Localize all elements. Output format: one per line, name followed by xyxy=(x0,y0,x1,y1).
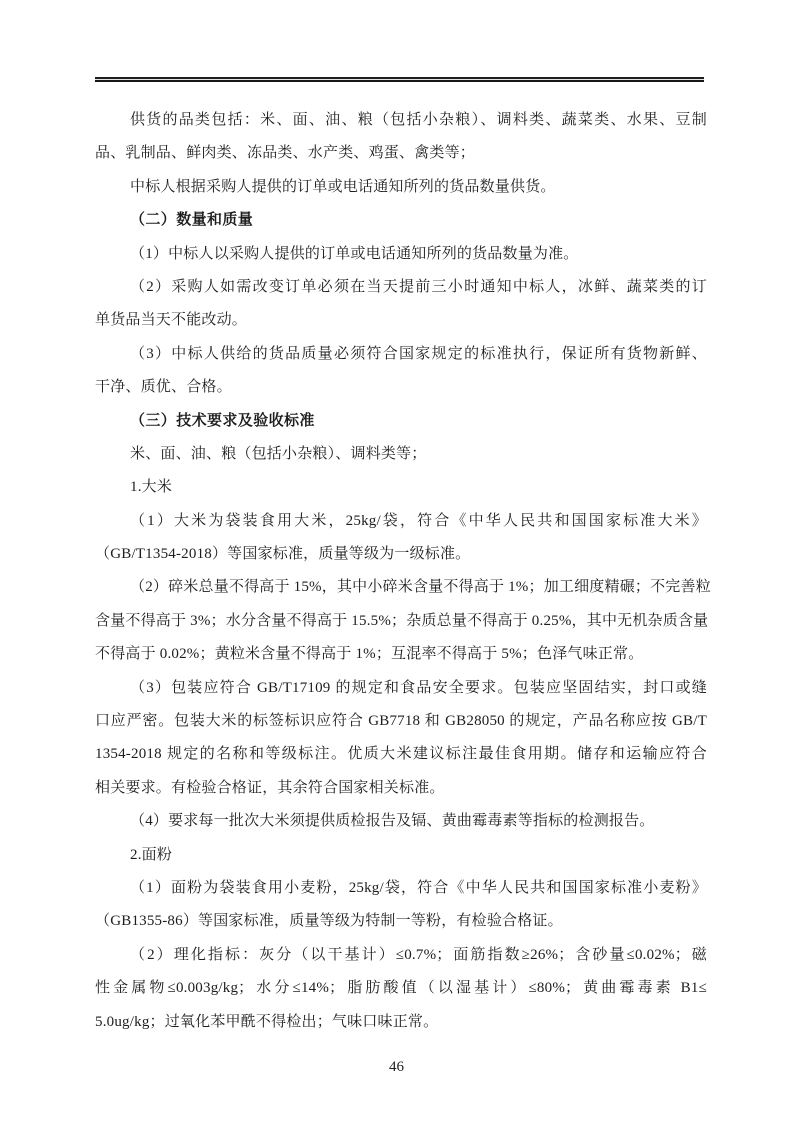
document-body xyxy=(95,104,711,1039)
text-line: （4）要求每一批次大米须提供质检报告及镉、黄曲霉毒素等指标的检测报告。 xyxy=(130,813,655,830)
heading-line: （二）数量和质量 xyxy=(130,212,254,229)
text-line: （1）中标人以采购人提供的订单或电话通知所列的货品数量为准。 xyxy=(130,245,579,262)
text-line: （GB1355-86）等国家标准，质量等级为特制一等粉，有检验合格证。 xyxy=(95,913,563,930)
text-line: 中标人根据采购人提供的订单或电话通知所列的货品数量供货。 xyxy=(130,178,556,195)
text-line: （2）理化指标：灰分（以干基计）≤0.7%；面筋指数≥26%；含砂量≤0.02%；磁 xyxy=(130,946,707,963)
text-line: （GB/T1354-2018）等国家标准，质量等级为一级标准。 xyxy=(95,546,471,563)
text-line: （2）碎米总量不得高于 15%，其中小碎米含量不得高于 1%；加工细度精碾；不完善粒 xyxy=(130,579,711,596)
text-line: 5.0ug/kg；过氧化苯甲酰不得检出；气味口味正常。 xyxy=(95,1013,439,1030)
text-line: 米、面、油、粮（包括小杂粮）、调料类等； xyxy=(130,445,427,462)
text-line: 相关要求。有检验合格证，其余符合国家相关标准。 xyxy=(95,779,445,796)
text-line: 1354-2018 规定的名称和等级标注。优质大米建议标注最佳食用期。储存和运输应符合 xyxy=(95,746,707,763)
page-number: 46 xyxy=(389,1059,404,1075)
text-line: （2）采购人如需改变订单必须在当天提前三小时通知中标人，冰鲜、蔬菜类的订 xyxy=(130,278,707,295)
text-line: 口应严密。包装大米的标签标识应符合 GB7718 和 GB28050 的规定，产品名称应按 GB/T xyxy=(95,713,707,730)
text-line: 品、乳制品、鲜肉类、冻品类、水产类、鸡蛋、禽类等； xyxy=(95,145,476,162)
text-line: （1）大米为袋装食用大米，25kg/袋，符合《中华人民共和国国家标准大米》 xyxy=(130,512,707,529)
text-line: （1）面粉为袋装食用小麦粉，25kg/袋，符合《中华人民共和国国家标准小麦粉》 xyxy=(130,879,707,896)
text-line: 2.面粉 xyxy=(130,846,173,863)
text-line: 性金属物≤0.003g/kg；水分≤14%；脂肪酸值（以湿基计）≤80%；黄曲霉毒素 B1≤ xyxy=(95,980,707,997)
header-double-rule xyxy=(95,77,704,82)
heading-line: （三）技术要求及验收标准 xyxy=(130,412,315,429)
text-line: （3）中标人供给的货品质量必须符合国家规定的标准执行，保证所有货物新鲜、 xyxy=(130,345,707,362)
text-line: 供货的品类包括：米、面、油、粮（包括小杂粮）、调料类、蔬菜类、水果、豆制 xyxy=(130,112,707,128)
text-line: （3）包装应符合 GB/T17109 的规定和食品安全要求。包装应坚固结实，封口或缝 xyxy=(130,679,707,696)
text-line: 1.大米 xyxy=(130,479,173,496)
text-line: 含量不得高于 3%；水分含量不得高于 15.5%；杂质总量不得高于 0.25%，其中无机杂质含量 xyxy=(95,612,709,629)
text-line: 不得高于 0.02%；黄粒米含量不得高于 1%；互混率不得高于 5%；色泽气味正常。 xyxy=(95,646,644,663)
text-line: 干净、质优、合格。 xyxy=(95,379,232,396)
text-line: 单货品当天不能改动。 xyxy=(95,312,248,329)
